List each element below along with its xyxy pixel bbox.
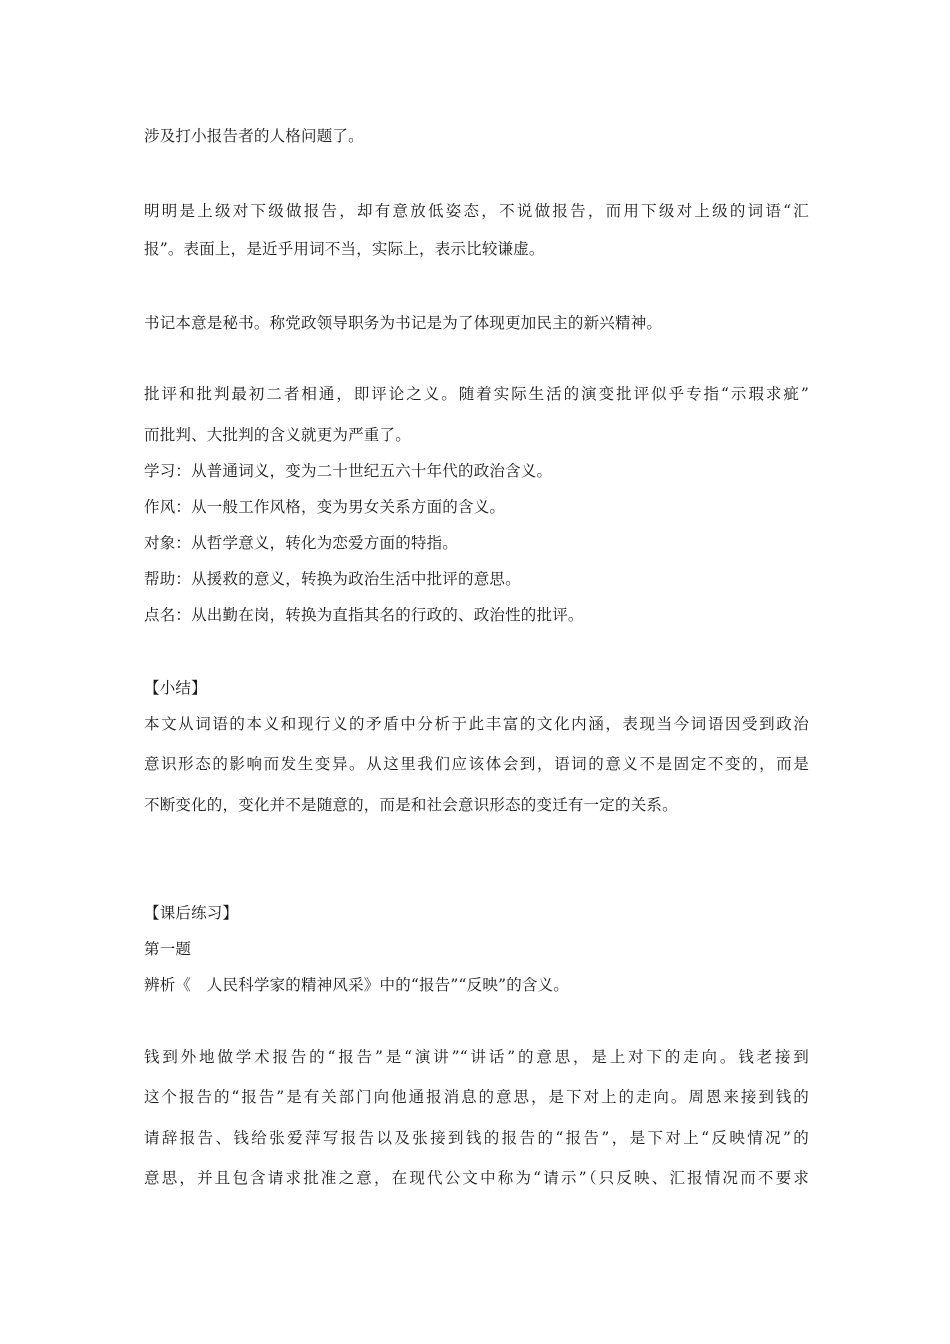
text-line: 意思，并且包含请求批准之意，在现代公文中称为“请示”（只反映、汇报情况而不要求 xyxy=(144,1169,809,1187)
text-line: 不断变化的，变化并不是随意的，而是和社会意识形态的变迁有一定的关系。 xyxy=(144,796,678,814)
text-line: 点名：从出勤在岗，转换为直指其名的行政的、政治性的批评。 xyxy=(144,606,584,624)
section-heading: 【课后练习】 xyxy=(144,904,239,922)
text-line: 作风：从一般工作风格，变为男女关系方面的含义。 xyxy=(144,498,506,516)
text-line: 对象：从哲学意义，转化为恋爱方面的特指。 xyxy=(144,534,459,552)
text-line: 报”。表面上，是近乎用词不当，实际上，表示比较谦虚。 xyxy=(144,240,545,258)
text-line: 书记本意是秘书。称党政领导职务为书记是为了体现更加民主的新兴精神。 xyxy=(144,314,663,332)
text-line: 第一题 xyxy=(144,940,192,958)
section-heading: 【小结】 xyxy=(144,679,207,697)
text-line: 学习：从普通词义，变为二十世纪五六十年代的政治含义。 xyxy=(144,462,553,480)
text-line: 请辞报告、钱给张爱萍写报告以及张接到钱的报告的“报告”，是下对上“反映情况”的 xyxy=(144,1129,809,1147)
text-line: 涉及打小报告者的人格问题了。 xyxy=(144,127,364,145)
text-line: 意识形态的影响而发生变异。从这里我们应该体会到，语词的意义不是固定不变的，而是 xyxy=(144,755,809,773)
text-line: 钱到外地做学术报告的“报告”是“演讲”“讲话”的意思，是上对下的走向。钱老接到 xyxy=(144,1048,809,1066)
text-line: 这个报告的“报告”是有关部门向他通报消息的意思，是下对上的走向。周恩来接到钱的 xyxy=(144,1088,809,1106)
text-line: 辨析《 人民科学家的精神风采》中的“报告”“反映”的含义。 xyxy=(144,976,569,994)
text-line: 帮助：从援救的意义，转换为政治生活中批评的意思。 xyxy=(144,570,521,588)
text-line: 而批判、大批判的含义就更为严重了。 xyxy=(144,426,411,444)
text-line: 明明是上级对下级做报告，却有意放低姿态，不说做报告，而用下级对上级的词语“汇 xyxy=(144,202,809,220)
text-line: 本文从词语的本义和现行义的矛盾中分析于此丰富的文化内涵，表现当今词语因受到政治 xyxy=(144,715,809,733)
text-line: 批评和批判最初二者相通，即评论之义。随着实际生活的演变批评似乎专指“示瑕求疵” xyxy=(144,385,809,403)
